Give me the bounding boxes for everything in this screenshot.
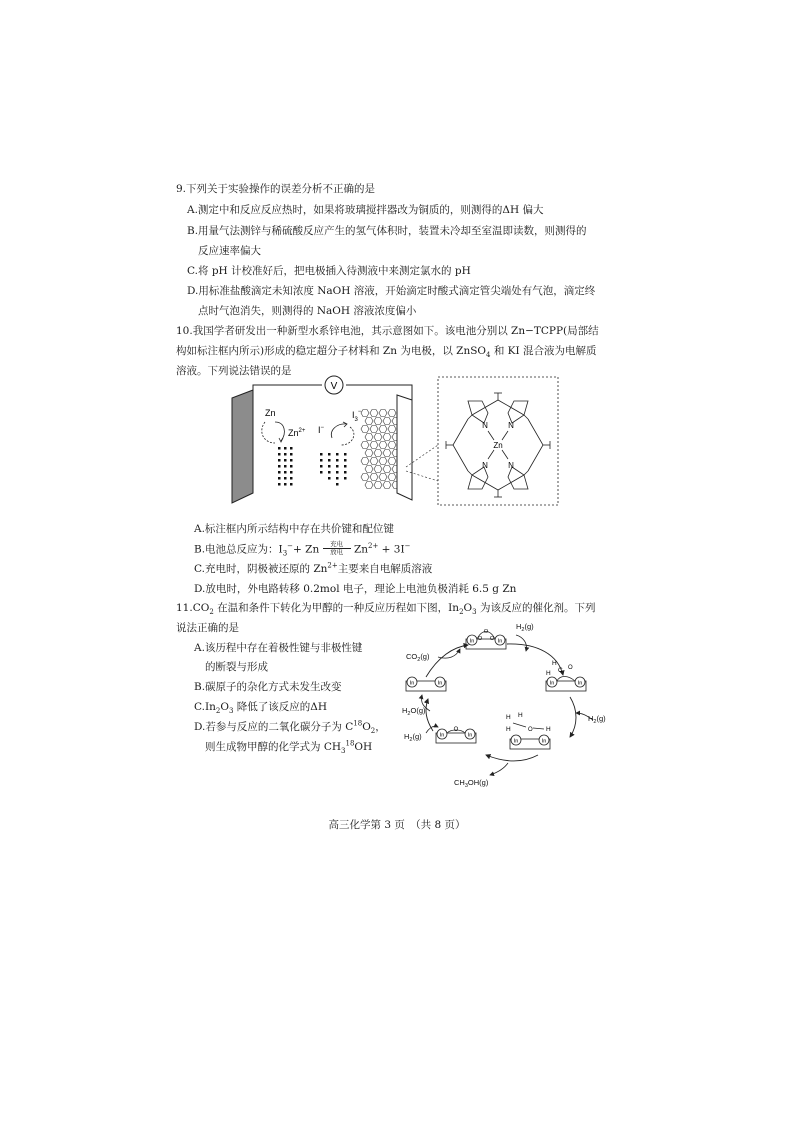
charge-condition: 充电 <box>323 541 351 549</box>
q10-option-d: D.放电时，外电路转移 0.2mol 电子，理论上电池负极消耗 6.5 g Zn <box>194 583 517 595</box>
battery-diagram <box>225 375 570 525</box>
porphyrin-zn-center: Zn <box>493 441 503 450</box>
catalyst-with-methoxy <box>506 712 551 749</box>
voltmeter-label: V <box>330 381 338 392</box>
q10-stem-line1: 10.我国学者研发出一种新型水系锌电池，其示意图如下。该电池分别以 Zn−TCPP(局部结 <box>176 325 599 337</box>
svg-text:In: In <box>439 732 445 739</box>
svg-text:In: In <box>549 680 555 687</box>
svg-text:H: H <box>546 726 551 733</box>
q10-option-c: C.充电时，阴极被还原的 $Zn^{2+}$主要来自电解质溶液 <box>194 561 433 575</box>
q9-option-a: A.测定中和反应反应热时，如果将玻璃搅拌器改为铜质的，则测得的ΔH 偏大 <box>187 204 544 216</box>
q11-option-d-line1: D.若参与反应的二氧化碳分子为 $C^{18}O_2$， <box>194 719 386 736</box>
svg-text:H: H <box>546 670 551 677</box>
svg-text:O: O <box>483 629 489 635</box>
svg-text:In: In <box>513 738 519 745</box>
q11-stem-line1: $11.CO_2$ 在温和条件下转化为甲醇的一种反应历程如下图，$In_2O_3$ 为该反应的催化剂。下列 <box>176 602 596 617</box>
q9-stem: 9.下列关于实验操作的误差分析不正确的是 <box>176 183 376 195</box>
q11-option-c: $C.In_2O_3$ 降低了该反应的ΔH <box>194 701 328 716</box>
svg-text:O: O <box>489 636 495 642</box>
q10-stem-line3: 溶液。下列说法错误的是 <box>176 365 292 377</box>
svg-text:H: H <box>506 726 511 733</box>
porphyrin-n-1: N <box>482 421 488 430</box>
h2-left-label: $H_2(g)$ <box>404 732 422 743</box>
q11-stem-line2: 说法正确的是 <box>176 622 239 634</box>
svg-text:In: In <box>467 732 473 739</box>
svg-text:O: O <box>528 727 533 733</box>
porphyrin-n-3: N <box>482 461 488 470</box>
catalyst-with-vacancy-o <box>436 727 476 743</box>
q9-option-d-line2: 点时气泡消失，则测得的 NaOH 溶液浓度偏小 <box>198 305 417 317</box>
q11-option-a-line1: A.该历程中存在着极性键与非极性键 <box>194 642 363 654</box>
svg-text:In: In <box>469 638 475 645</box>
svg-text:H: H <box>518 712 523 719</box>
svg-text:H: H <box>506 714 511 721</box>
catalyst-bare <box>406 677 446 691</box>
triiodide-label: $I_3^-$ <box>352 409 362 423</box>
q9-option-d-line1: D.用标准盐酸滴定未知浓度 NaOH 溶液，开始滴定时酸式滴定管尖端处有气泡，滴定终 <box>187 285 596 297</box>
svg-text:C: C <box>558 667 563 674</box>
q11-option-a-line2: 的断裂与形成 <box>205 661 268 673</box>
q10-option-b: B.电池总反应为：$I_3^-+ Zn$ 充电 放电 $Zn^{2+} + 3I^-$ <box>194 540 411 558</box>
q9-option-b-line2: 反应速率偏大 <box>198 245 261 257</box>
porphyrin-n-2: N <box>508 421 514 430</box>
svg-text:O: O <box>477 636 483 642</box>
catalyst-with-co2 <box>466 629 506 649</box>
zn-label: Zn <box>265 408 276 418</box>
catalyst-with-formate <box>546 660 586 691</box>
svg-text:In: In <box>577 680 583 687</box>
q11-option-d-line2: 则生成物甲醇的化学式为 $CH_3^{18}OH$ <box>205 739 373 756</box>
svg-text:In: In <box>437 680 443 687</box>
zinc-electrode <box>232 390 253 503</box>
svg-text:O: O <box>568 665 573 671</box>
methanol-label: $CH_3OH(g)$ <box>454 778 489 789</box>
h2-right-label: $H_2(g)$ <box>588 714 606 725</box>
co2-label: $CO_2(g)$ <box>406 652 430 663</box>
q9-option-c: C.将 pH 计校准好后，把电极插入待测液中来测定氯水的 pH <box>187 265 471 277</box>
zn-ion-label: $Zn^{2+}$ <box>288 428 306 438</box>
svg-text:In: In <box>541 738 547 745</box>
svg-text:H: H <box>552 660 557 667</box>
h2o-label: $H_2O(g)$ <box>402 706 426 717</box>
porphyrin-n-4: N <box>508 461 514 470</box>
svg-text:In: In <box>497 638 503 645</box>
discharge-condition: 放电 <box>330 548 344 556</box>
cathode-electrode <box>397 395 412 500</box>
reaction-cycle-diagram <box>398 615 620 795</box>
svg-text:In: In <box>409 680 415 687</box>
q11-option-b: B.碳原子的杂化方式未发生改变 <box>194 681 342 693</box>
q10-stem-line2: 构如标注框内所示)形成的稳定超分子材料和 Zn 为电极，以 ZnSO$_4$ 和 KI 混合液为电解质 <box>176 345 597 360</box>
page-footer: 高三化学第 3 页 （共 8 页） <box>328 819 466 831</box>
q9-option-b-line1: B.用量气法测锌与稀硫酸反应产生的氢气体积时，装置未冷却至室温即读数，则测得的 <box>187 225 587 237</box>
svg-text:O: O <box>453 727 459 733</box>
iodide-label: I− <box>318 425 325 435</box>
h2-top-label: $H_2(g)$ <box>516 622 534 633</box>
q10-option-a: A.标注框内所示结构中存在共价键和配位键 <box>194 523 394 535</box>
